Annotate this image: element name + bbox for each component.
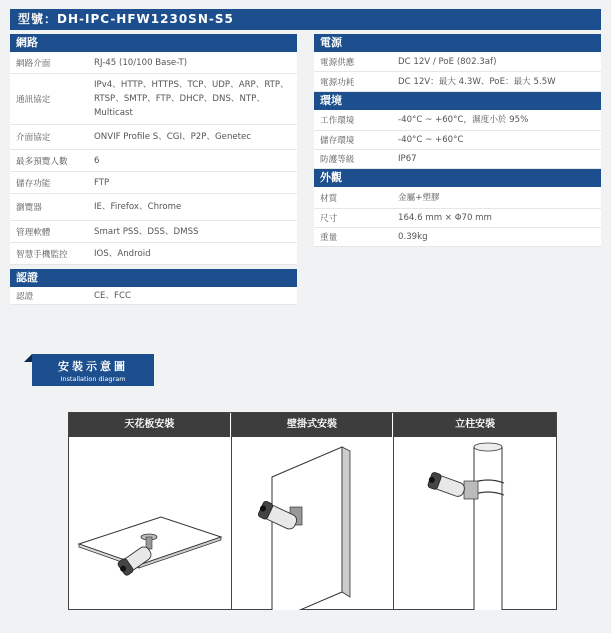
- installation-tag: [24, 354, 154, 386]
- spec-label: 儲存功能: [16, 178, 51, 189]
- spec-label: 介面協定: [16, 133, 51, 143]
- spec-label: 防護等級: [320, 155, 355, 165]
- spec-value: FTP: [94, 177, 110, 188]
- spec-label: 尺寸: [320, 214, 338, 224]
- spec-value: -40°C ~ +60°C，濕度小於 95%: [398, 115, 529, 125]
- panel-header: 立柱安裝: [394, 413, 556, 437]
- panel-pole: [394, 413, 556, 609]
- spec-value: IP67: [398, 154, 417, 164]
- spec-label: 認證: [16, 291, 34, 302]
- spec-row: [10, 172, 297, 194]
- spec-label: 重量: [320, 233, 338, 243]
- spec-label: 管理軟體: [16, 227, 51, 238]
- panel-header: 壁掛式安裝: [232, 413, 394, 437]
- spec-row: [10, 243, 297, 265]
- installation-title: 安裝示意圖: [58, 360, 128, 373]
- spec-row: [314, 72, 601, 92]
- spec-value: IE、Firefox、Chrome: [94, 202, 182, 212]
- spec-label: 瀏覽器: [16, 203, 42, 213]
- section-heading: 環境: [314, 92, 601, 110]
- section-heading: 網路: [10, 34, 297, 52]
- spec-row: [314, 209, 601, 228]
- spec-label: 最多預覽人數: [16, 156, 68, 167]
- spec-value: CE、FCC: [94, 290, 131, 301]
- ceiling-mount-illustration: [69, 437, 231, 610]
- spec-label: 智慧手機監控: [16, 249, 68, 260]
- spec-section: [314, 169, 601, 247]
- pole-mount-illustration: [394, 437, 556, 610]
- spec-row: [314, 187, 601, 209]
- spec-label: 儲存環境: [320, 136, 355, 146]
- installation-diagram: [68, 412, 557, 610]
- spec-value: IOS、Android: [94, 248, 151, 259]
- spec-label: 電源功耗: [320, 77, 355, 88]
- panel-ceiling: [69, 413, 232, 609]
- spec-value: 金屬+塑膠: [398, 192, 440, 203]
- spec-label: 網路介面: [16, 58, 51, 69]
- spec-row: [10, 287, 297, 305]
- section-heading: 電源: [314, 34, 601, 52]
- spec-value: Smart PSS、DSS、DMSS: [94, 226, 199, 237]
- spec-label: 通訊協定: [16, 95, 51, 105]
- spec-row: [10, 52, 297, 74]
- spec-label: 材質: [320, 193, 338, 204]
- spec-section: [10, 269, 297, 305]
- spec-value: 0.39kg: [398, 232, 428, 242]
- spec-column-right: [314, 34, 601, 247]
- spec-column-left: [10, 34, 297, 305]
- spec-value: 164.6 mm × Φ70 mm: [398, 213, 492, 223]
- spec-row: [314, 150, 601, 169]
- spec-row: [314, 131, 601, 150]
- spec-row: [314, 52, 601, 72]
- panel-wall: [232, 413, 395, 609]
- spec-row: [10, 125, 297, 150]
- wall-mount-illustration: [232, 437, 394, 610]
- spec-row: [10, 74, 297, 125]
- installation-subtitle: Installation diagram: [60, 375, 126, 383]
- spec-section: [10, 34, 297, 265]
- spec-value: DC 12V：最大 4.3W、PoE：最大 5.5W: [398, 76, 556, 87]
- spec-value: RJ-45 (10/100 Base-T): [94, 57, 188, 68]
- spec-row: [10, 221, 297, 243]
- spec-row: [10, 150, 297, 172]
- spec-value: 6: [94, 155, 100, 166]
- spec-row: [314, 110, 601, 131]
- spec-value: -40°C ~ +60°C: [398, 135, 464, 145]
- spec-section: [314, 92, 601, 169]
- spec-value: DC 12V / PoE (802.3af): [398, 56, 497, 67]
- spec-row: [314, 228, 601, 247]
- model-title: 型號：DH-IPC-HFW1230SN-S5: [10, 9, 601, 30]
- spec-row: [10, 194, 297, 221]
- spec-value: ONVIF Profile S、CGI、P2P、Genetec: [94, 132, 252, 142]
- spec-value: IPv4、HTTP、HTTPS、TCP、UDP、ARP、RTP、RTSP、SMTP、FTP、DHCP、DNS、NTP、Multicast: [94, 80, 289, 118]
- spec-label: 工作環境: [320, 116, 355, 126]
- spec-label: 電源供應: [320, 57, 355, 68]
- panel-header: 天花板安裝: [69, 413, 231, 437]
- spec-section: [314, 34, 601, 92]
- section-heading: 認證: [10, 269, 297, 287]
- section-heading: 外觀: [314, 169, 601, 187]
